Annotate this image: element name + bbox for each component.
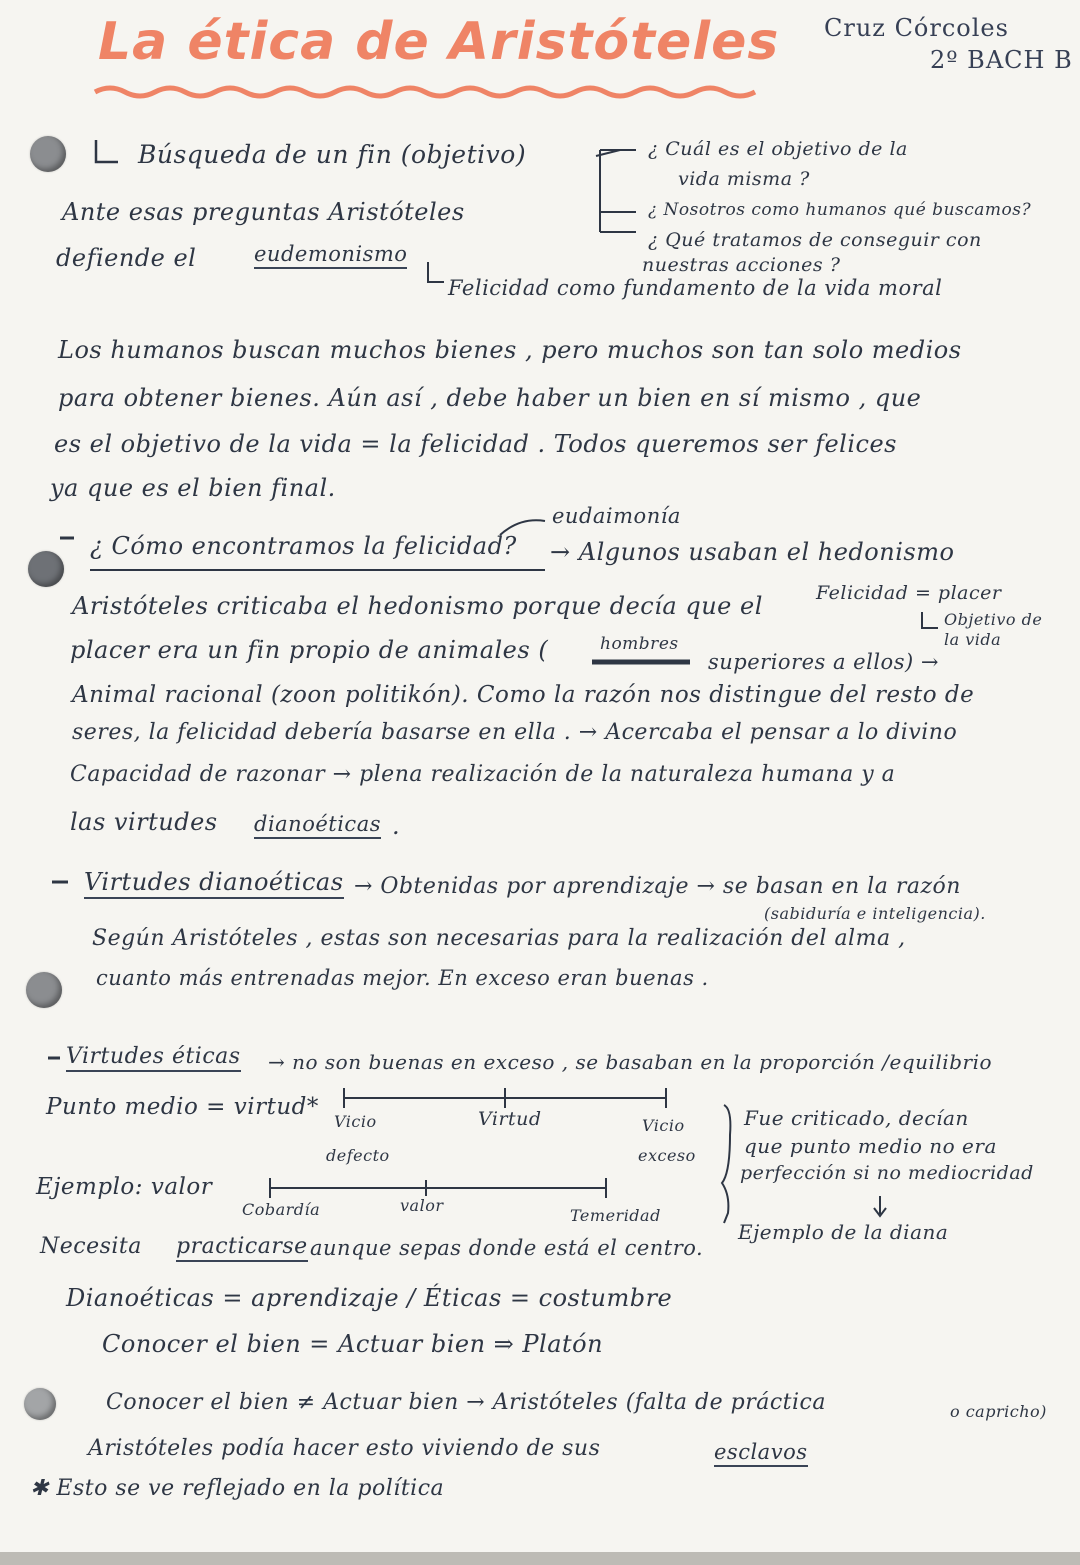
author-class: 2º BACH B [930, 46, 1073, 74]
virtudes-eticas-definition: → no son buenas en exceso , se basaban en la proporción /equilibrio [268, 1050, 993, 1074]
question-1-line-2: vida misma ? [678, 168, 810, 190]
section-2-line-6: las virtudes [70, 808, 218, 836]
section-2-line-2-end: superiores a ellos) → [708, 650, 939, 674]
felicidad-placer-note: Felicidad = placer [816, 582, 1002, 604]
question-3-line-1: ¿ Qué tratamos de conseguir con [648, 229, 982, 251]
ante-line-1: Ante esas preguntas Aristóteles [62, 198, 465, 226]
razon-parenthesis: (sabiduría e inteligencia). [764, 904, 986, 923]
virtudes-eticas-heading: Virtudes éticas [66, 1044, 241, 1072]
section-2-line-2: placer era un fin propio de animales ( [70, 636, 549, 664]
paragraph-1-line-2: para obtener bienes. Aún así , debe haber un bien en sí mismo , que [58, 384, 922, 412]
hombres-insert: hombres [600, 634, 679, 654]
page-bottom-edge [0, 1552, 1080, 1565]
objetivo-note-line-2: la vida [944, 630, 1002, 649]
virtudes-dianoeticas-heading: Virtudes dianoéticas [84, 868, 344, 899]
question-3-line-2: nuestras acciones ? [642, 254, 841, 276]
section-3-line-2: Según Aristóteles , estas son necesarias para la realización del alma , [92, 926, 906, 951]
critica-line-2: que punto medio no era [744, 1134, 997, 1158]
critica-line-3: perfección si no mediocridad [740, 1162, 1034, 1184]
scale-vicio-exceso: Vicio [642, 1116, 685, 1135]
section-2-line-4: seres, la felicidad debería basarse en ella . → Acercaba el pensar a lo divino [72, 720, 958, 745]
scale-virtud: Virtud [478, 1108, 542, 1130]
platon-line: Conocer el bien = Actuar bien ⇒ Platón [102, 1330, 604, 1358]
necesita-line-end: aunque sepas donde está el centro. [310, 1236, 704, 1260]
politica-line: ✱ Esto se ve reflejado en la política [30, 1476, 445, 1501]
eudemonismo-term: eudemonismo [254, 242, 407, 269]
question-2: ¿ Nosotros como humanos qué buscamos? [648, 200, 1032, 220]
paragraph-1-line-4: ya que es el bien final. [50, 474, 336, 502]
diana-example: Ejemplo de la diana [738, 1220, 949, 1244]
capricho-note: o capricho) [950, 1402, 1047, 1421]
objetivo-note-line-1: Objetivo de [944, 610, 1043, 629]
aristoteles-line: Conocer el bien ≠ Actuar bien → Aristóteles (falta de práctica [106, 1390, 826, 1415]
happiness-question: ¿ Cómo encontramos la felicidad? [90, 532, 517, 560]
dianoeticas-term: dianoéticas [254, 812, 381, 839]
scale-cobardia: Cobardía [242, 1200, 321, 1219]
scale-valor: valor [400, 1196, 444, 1215]
section-2-line-5: Capacidad de razonar → plena realización de la naturaleza humana y a [70, 762, 896, 787]
necesita-line: Necesita [40, 1234, 142, 1259]
question-1-line-1: ¿ Cuál es el objetivo de la [648, 138, 908, 160]
scale-vicio-defecto: Vicio [334, 1112, 377, 1131]
felicidad-fundamento: Felicidad como fundamento de la vida moral [448, 276, 943, 300]
esclavos-term: esclavos [714, 1440, 808, 1467]
ejemplo-valor-label: Ejemplo: valor [36, 1174, 213, 1200]
section-2-line-1: Aristóteles criticaba el hedonismo porque decía que el [72, 592, 763, 620]
section-2-line-3: Animal racional (zoon politikón). Como la razón nos distingue del resto de [72, 682, 975, 708]
practicarse-term: practicarse [176, 1234, 308, 1262]
critica-line-1: Fue criticado, decían [744, 1106, 969, 1130]
happiness-answer: → Algunos usaban el hedonismo [550, 538, 955, 566]
page-title: La ética de Aristóteles [98, 12, 780, 72]
scale-defecto: defecto [326, 1146, 390, 1165]
scale-temeridad: Temeridad [570, 1206, 661, 1225]
esclavos-line: Aristóteles podía hacer esto viviendo de sus [88, 1436, 601, 1461]
section-3-line-3: cuanto más entrenadas mejor. En exceso eran buenas . [96, 966, 709, 990]
scale-exceso: exceso [638, 1146, 696, 1165]
eudaimonia-note: eudaimonía [552, 504, 681, 528]
paragraph-1-line-1: Los humanos buscan muchos bienes , pero muchos son tan solo medios [58, 336, 962, 364]
author-name: Cruz Córcoles [824, 14, 1009, 42]
dianoeticas-eticas-summary: Dianoéticas = aprendizaje / Éticas = costumbre [66, 1284, 673, 1312]
busqueda-heading: Búsqueda de un fin (objetivo) [138, 140, 527, 169]
ante-line-2: defiende el [56, 244, 197, 272]
paragraph-1-line-3: es el objetivo de la vida = la felicidad . Todos queremos ser felices [54, 430, 897, 458]
section-2-line-6-end: . [392, 812, 401, 840]
virtudes-dianoeticas-definition: → Obtenidas por aprendizaje → se basan en la razón [354, 874, 961, 899]
punto-medio-label: Punto medio = virtud* [46, 1094, 319, 1120]
